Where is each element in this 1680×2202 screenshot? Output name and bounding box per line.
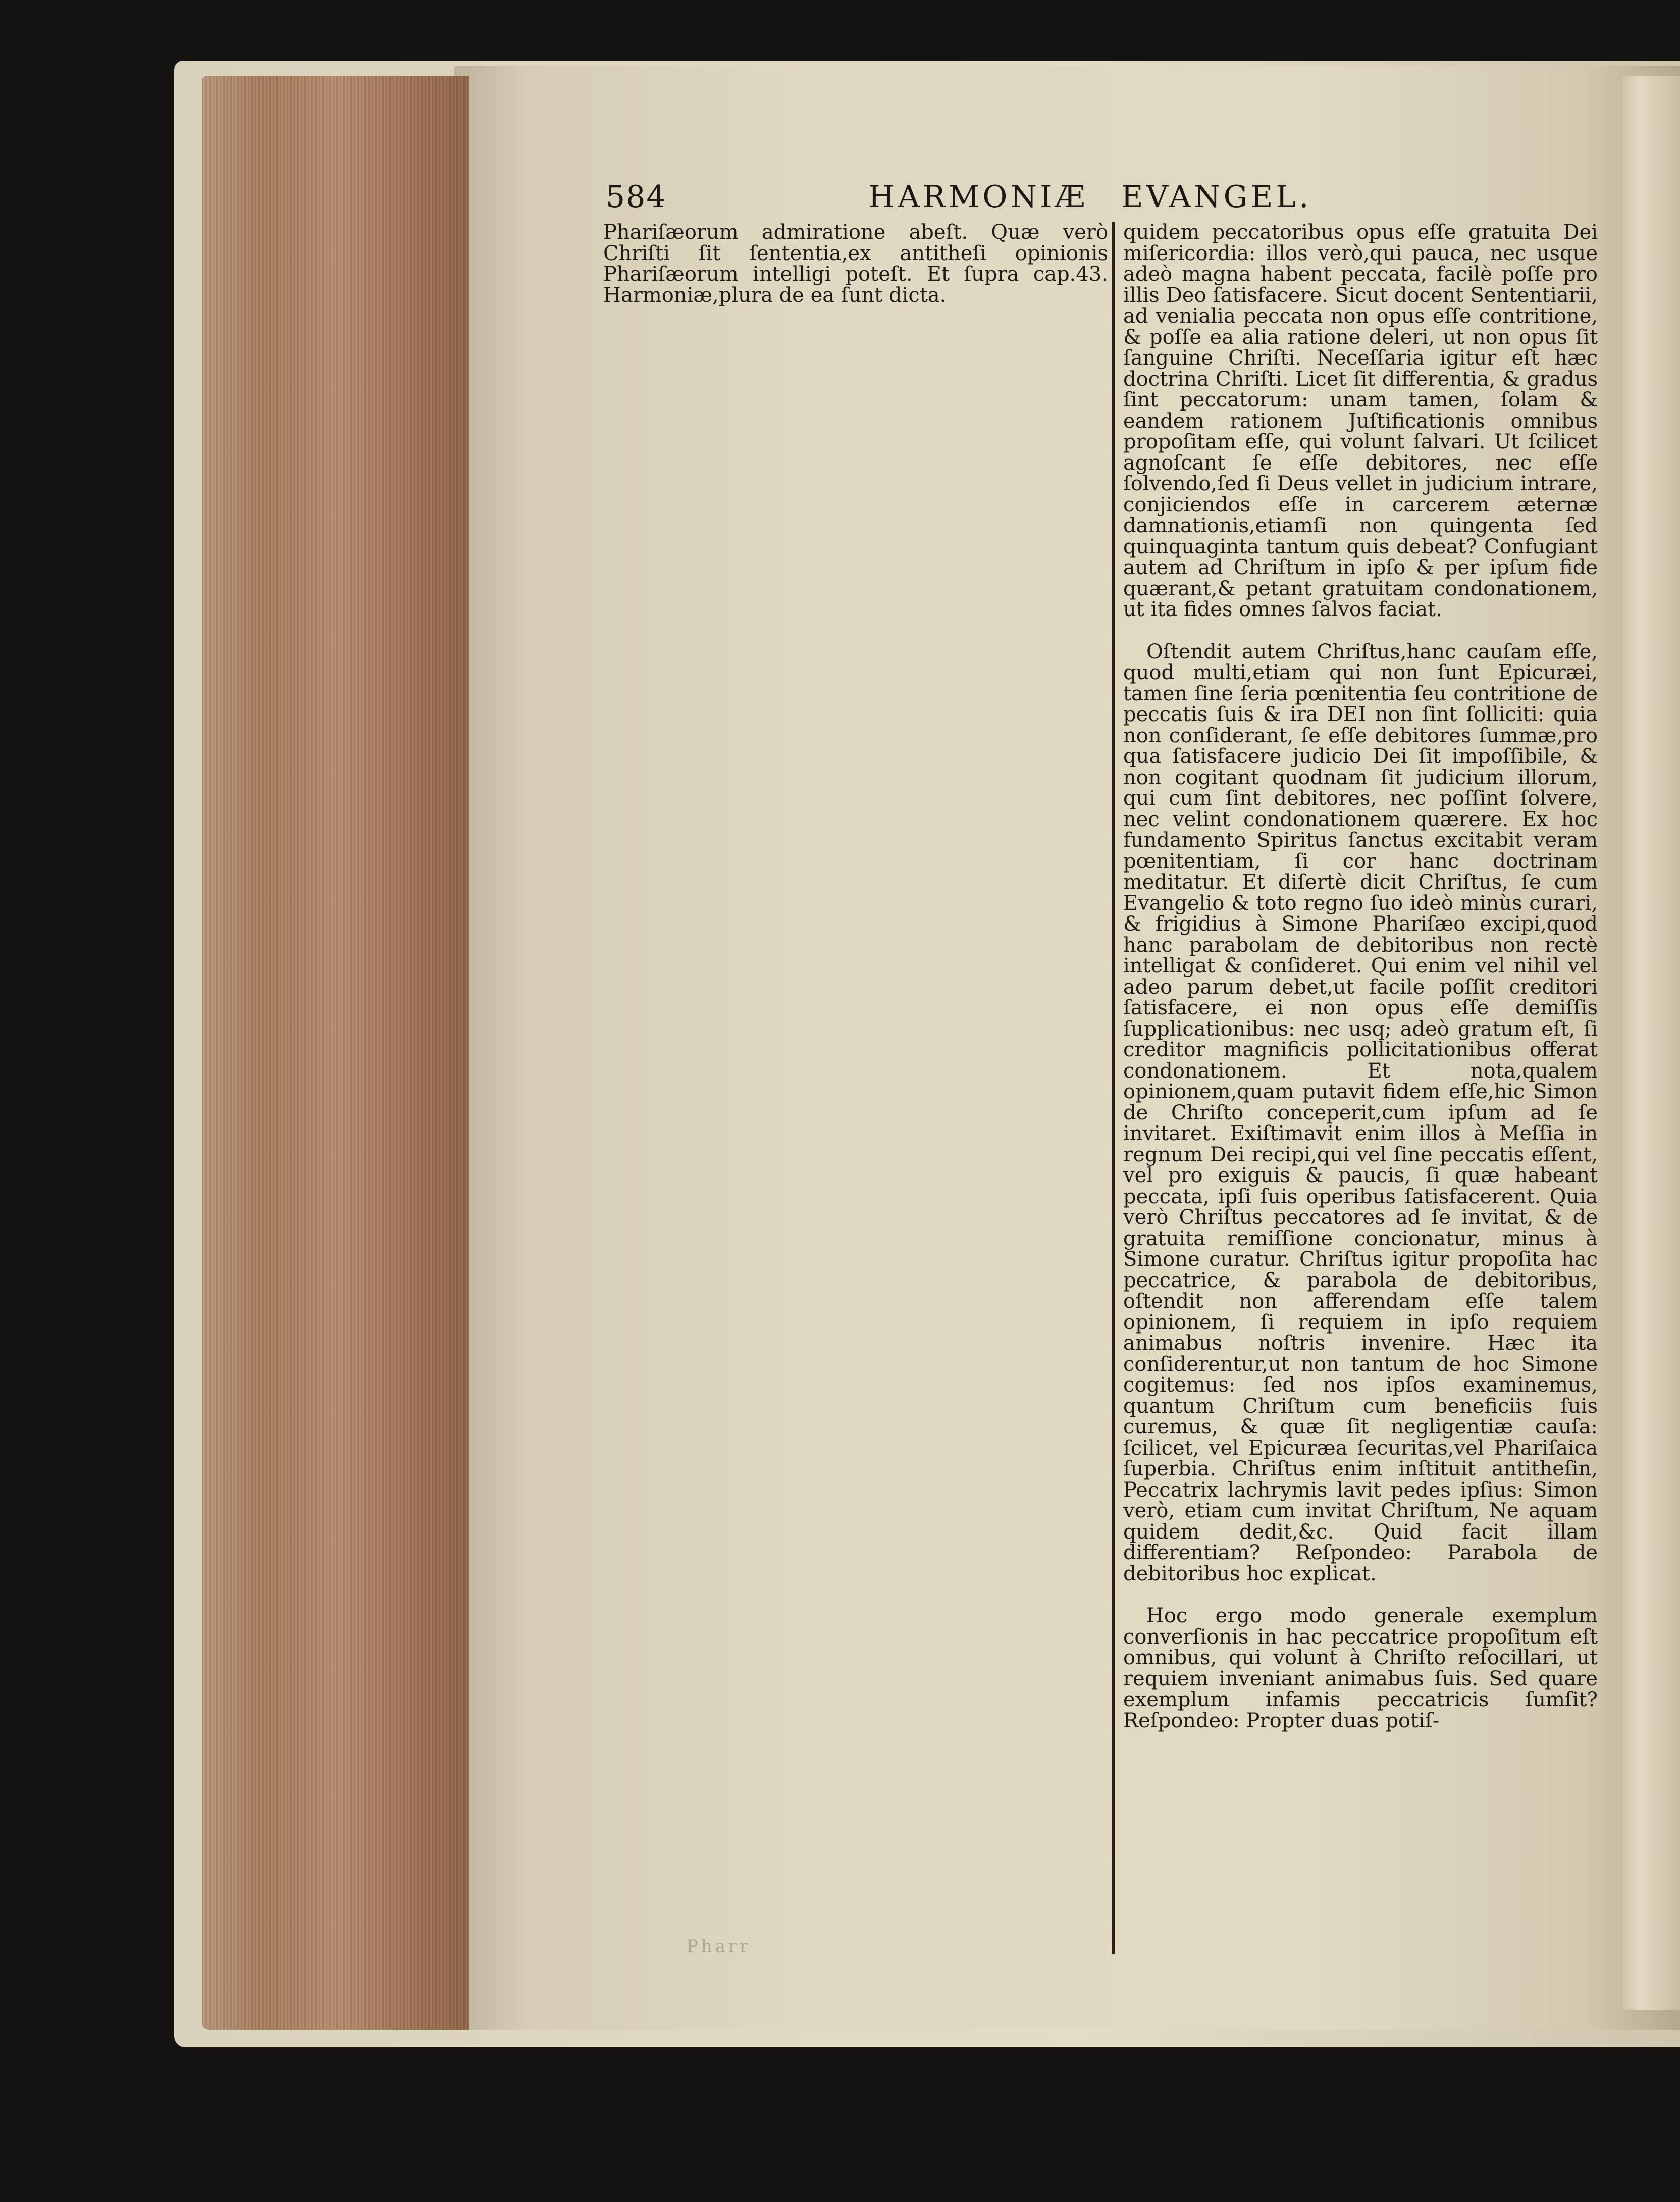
facing-page-edge (1623, 76, 1680, 2010)
right-column (1123, 222, 1598, 1954)
right-paragraph-2: Oſtendit autem Chriſtus,hanc cauſam eſſe, quod multi,etiam qui non ſunt Epicuræi, tamen ſine ſeria pœnitentia ſeu contritione de peccatis ſuis & ira DEI non ſint ſolliciti: quia non conſiderant, ſe eſſe debitores ſummæ,pro qua ſatisfacere judicio Dei ſit impoſſibile, & non cogitant quodnam ſit judicium illorum, qui cum ſint debitores, nec poſſint ſolvere, nec velint condonationem quærere. Ex hoc fundamento Spiritus ſanctus excitabit veram pœnitentiam, ſi cor hanc doctrinam meditatur. Et diſertè dicit Chriſtus, ſe cum Evangelio & toto regno ſuo ideò minùs curari, & frigidius à Simone Phariſæo excipi,quod hanc parabolam de debitoribus non rectè intelligat & conſideret. Qui enim vel nihil vel adeo parum debet,ut facile poſſit creditori ſatisfacere, ei non opus eſſe demiſſis ſupplicationibus: nec usq; adeò gratum eſt, ſi creditor magnificis pollicitationibus offerat condonationem. Et nota,qualem opinionem,quam putavit fidem eſſe,hic Simon de Chriſto conceperit,cum ipſum ad ſe invitaret. Exiſtimavit enim illos à Meſſia in regnum Dei recipi,qui vel ſine peccatis eſſent, vel pro exiguis & paucis, ſi quæ habeant peccata, ipſi ſuis operibus ſatisfacerent. Quia verò Chriſtus peccatores ad ſe invitat, & de gratuita remiſſione concionatur, minus à Simone curatur. Chriſtus igitur propoſita hac peccatrice, & parabola de debitoribus, oſtendit non afferendam eſſe talem opinionem, ſi requiem in ipſo requiem animabus noſtris invenire. Hæc ita conſiderentur,ut non tantum de hoc Simone cogitemus: ſed nos ipſos examinemus, quantum Chriſtum cum beneficiis ſuis curemus, & quæ ſit negligentiæ cauſa: ſcilicet, vel Epicuræa ſecuritas,vel Phariſaica ſuperbia. Chriſtus enim inſtituit antitheſin, Peccatrix lachrymis lavit pedes ipſius: Simon verò, etiam cum invitat Chriſtum, Ne aquam quidem dedit,&c. Quid facit illam differentiam? Reſpondeo: Parabola de debitoribus hoc explicat. (1123, 640, 1598, 1585)
right-paragraph-1: quidem peccatoribus opus eſſe gratuita Dei miſericordia: illos verò,qui pauca, nec usque adeò magna habent peccata, facilè poſſe pro illis Deo ſatisfacere. Sicut docent Sententiarii, ad venialia peccata non opus eſſe contritione, & poſſe ea alia ratione deleri, ut non opus ſit ſanguine Chriſti. Neceſſaria igitur eſt hæc doctrina Chriſti. Licet ſit differentia, & gradus ſint peccatorum: unam tamen, ſolam & eandem rationem Juſtificationis omnibus propoſitam eſſe, qui volunt ſalvari. Ut ſcilicet agnoſcant ſe eſſe debitores, nec eſſe ſolvendo,ſed ſi Deus vellet in judicium intrare, conjiciendos eſſe in carcerem æternæ damnationis,etiamſi non quingenta ſed quinquaginta tantum quis debeat? Confugiant autem ad Chriſtum in ipſo & per ipſum fide quærant,& petant gratuitam condonationem, ut ita fides omnes ſalvos faciat. (1123, 221, 1598, 621)
bleed-through-text: Pharr (687, 1936, 751, 1957)
page-number: 584 (606, 179, 667, 215)
running-title: HARMONIÆ EVANGEL. (868, 179, 1312, 215)
column-rule (1112, 222, 1115, 1954)
left-paragraph-1: Phariſæorum admiratione abeſt. Quæ verò Chriſti ſit ſententia,ex antitheſi opinionis Phariſæorum intelligi poteſt. Et ſupra cap.43. Harmoniæ,plura de ea ſunt dicta. (603, 221, 1108, 307)
page-edges (202, 76, 469, 2030)
page-header (606, 179, 1403, 220)
left-column (603, 222, 1108, 1954)
right-paragraph-3: Hoc ergo modo generale exemplum converſionis in hac peccatrice propoſitum eſt omnibus, qui volunt à Chriſto reſocillari, ut requiem inveniant animabus ſuis. Sed quare exemplum infamis peccatricis ſumſit? Reſpondeo: Propter duas potiſ- (1123, 1604, 1598, 1732)
